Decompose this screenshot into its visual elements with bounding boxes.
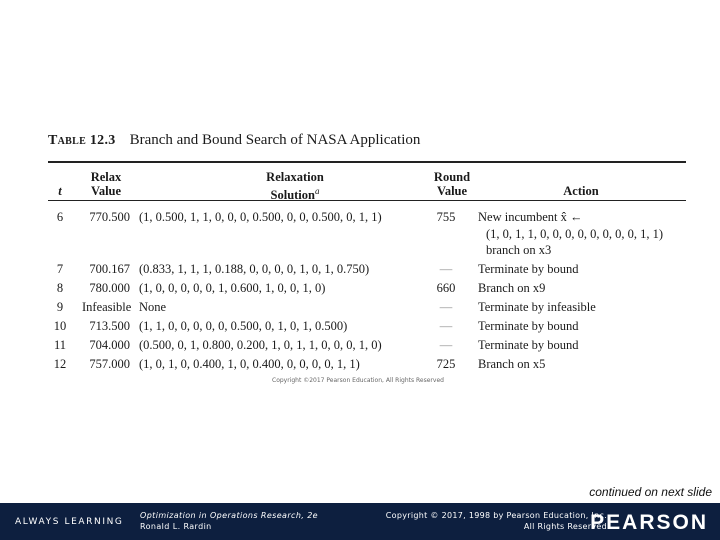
table-image-copyright: Copyright ©2017 Pearson Education, All Rights Reserved [272, 377, 444, 384]
row-t: 10 [53, 319, 67, 333]
row-action: Branch on x5 [478, 357, 546, 371]
header-round-value: Round Value [433, 170, 471, 198]
header-relaxation-solution: Relaxation Solution$^a$ [266, 170, 324, 203]
row-relax-value: Infeasible [82, 300, 132, 314]
row-relax-value: 770.500 [89, 210, 130, 224]
row-t: 12 [53, 357, 67, 371]
row-relax-value: 700.167 [89, 262, 130, 276]
row-action-branch: branch on x3 [486, 243, 552, 257]
row-round-value: 725 [436, 357, 456, 371]
row-action: Branch on x9 [478, 281, 546, 295]
row-solution: (0.833, 1, 1, 1, 0.188, 0, 0, 0, 0, 1, 0, 1, 0.750) [139, 262, 370, 276]
row-t: 11 [53, 338, 67, 352]
row-action: Terminate by bound [478, 319, 579, 333]
row-relax-value: 713.500 [89, 319, 130, 333]
table-top-rule [48, 161, 686, 163]
row-action: Terminate by infeasible [478, 300, 596, 314]
table-title: Branch and Bound Search of NASA Application [129, 132, 421, 148]
row-solution: (1, 0, 0, 0, 0, 0, 1, 0.600, 1, 0, 0, 1, 0) [139, 281, 326, 295]
book-author: Ronald L. Rardin [140, 522, 212, 531]
row-action: New incumbent x̂ ← [478, 210, 583, 224]
header-relax-value: Relax Value [90, 170, 122, 198]
row-solution: (1, 0, 1, 0, 0.400, 1, 0, 0.400, 0, 0, 0, 0, 1, 1) [139, 357, 360, 371]
row-action-incumbent: (1, 0, 1, 1, 0, 0, 0, 0, 0, 0, 0, 0, 1, 1) [486, 227, 664, 241]
table-label: Table 12.3 [48, 133, 116, 148]
row-round-value: — [439, 338, 453, 352]
always-learning-tagline: ALWAYS LEARNING [15, 517, 124, 527]
row-action: Terminate by bound [478, 338, 579, 352]
row-relax-value: 704.000 [89, 338, 130, 352]
row-relax-value: 780.000 [89, 281, 130, 295]
row-round-value: — [439, 300, 453, 314]
row-t: 9 [56, 300, 64, 314]
row-t: 6 [56, 210, 64, 224]
table-caption [48, 132, 420, 149]
book-title: Optimization in Operations Research, 2e [140, 511, 319, 520]
row-solution: None [139, 300, 167, 314]
footer-copyright [386, 510, 607, 532]
row-solution: (0.500, 0, 1, 0.800, 0.200, 1, 0, 1, 1, 0, 0, 0, 1, 0) [139, 338, 382, 352]
header-action: Action [563, 184, 599, 198]
row-round-value: — [439, 319, 453, 333]
row-round-value: 660 [436, 281, 456, 295]
slide-footer [0, 503, 720, 540]
book-info [140, 510, 318, 532]
copyright-line-2: All Rights Reserved [523, 522, 607, 531]
copyright-line-1: Copyright © 2017, 1998 by Pearson Education, Inc. [385, 511, 607, 520]
row-t: 8 [56, 281, 64, 295]
header-t: t [58, 184, 62, 198]
row-round-value: — [439, 262, 453, 276]
row-round-value: 755 [436, 210, 456, 224]
pearson-logo: PEARSON [590, 511, 708, 534]
row-action: Terminate by bound [478, 262, 579, 276]
row-solution: (1, 0.500, 1, 1, 0, 0, 0, 0.500, 0, 0, 0.500, 0, 1, 1) [139, 210, 382, 224]
row-t: 7 [56, 262, 64, 276]
row-relax-value: 757.000 [89, 357, 130, 371]
continued-note: continued on next slide [589, 485, 712, 499]
row-solution: (1, 1, 0, 0, 0, 0, 0, 0.500, 0, 1, 0, 1, 0.500) [139, 319, 348, 333]
table-header-rule [48, 200, 686, 201]
